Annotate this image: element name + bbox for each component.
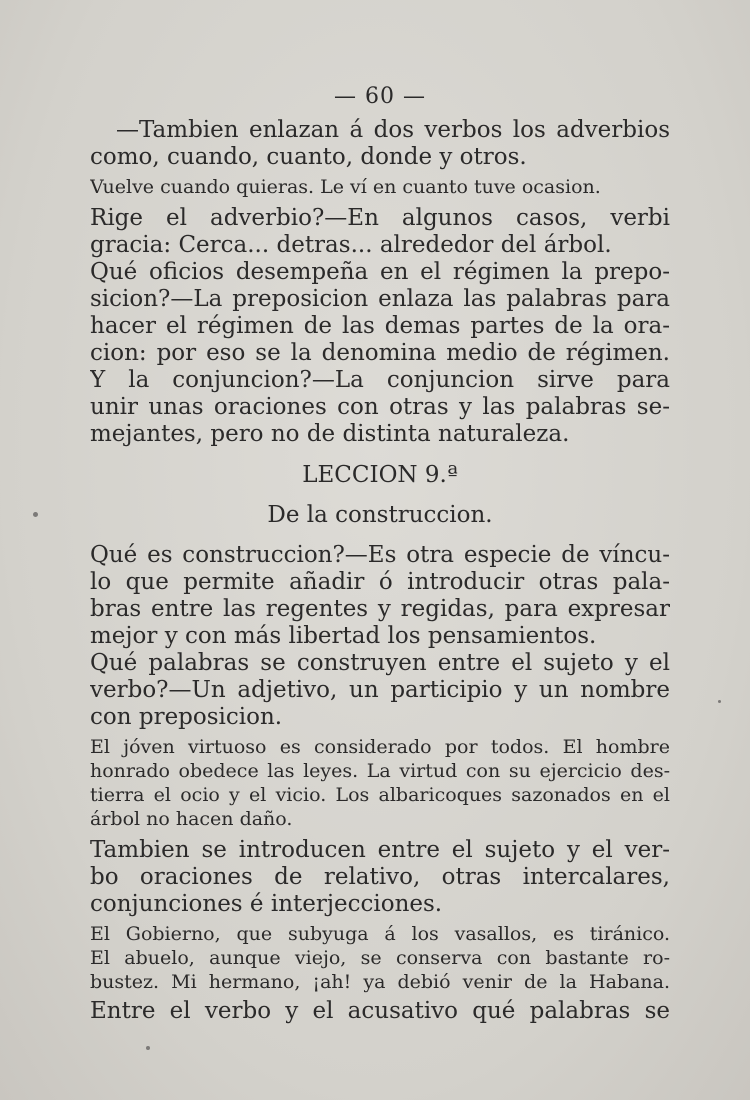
example-line: tierra el ocio y el vicio. Los albaricoques sazonados en el	[90, 784, 670, 806]
paragraph-preposicion-conjuncion	[90, 205, 670, 448]
paragraph-oraciones	[90, 837, 670, 918]
text-line: verbo?—Un adjetivo, un participio y un nombre	[90, 677, 670, 703]
paragraph-acusativo	[90, 998, 670, 1025]
text-line: unir unas oraciones con otras y las palabras se-	[90, 394, 670, 420]
text-line: bras entre las regentes y regidas, para expresar	[90, 596, 670, 622]
paragraph-adverbios	[90, 117, 670, 171]
example-construccion	[90, 735, 670, 831]
page-number: — 60 —	[334, 84, 426, 109]
ink-speck	[718, 700, 721, 703]
text-line: gracia: Cerca... detras... alrededor del árbol.	[90, 232, 612, 258]
example-line: honrado obedece las leyes. La virtud con su ejercicio des-	[90, 760, 670, 782]
text-line: Qué oficios desempeña en el régimen la prepo-	[90, 259, 670, 285]
example-line: El jóven virtuoso es considerado por todos. El hombre	[90, 736, 670, 758]
ink-speck	[146, 1046, 150, 1050]
text-line: —Tambien enlazan á dos verbos los adverbios	[116, 117, 670, 143]
text-line: lo que permite añadir ó introducir otras pala-	[90, 569, 670, 595]
text-line: Entre el verbo y el acusativo qué palabras se	[90, 998, 670, 1024]
text-line: bo oraciones de relativo, otras intercalares,	[90, 864, 670, 890]
paragraph-construccion	[90, 542, 670, 731]
text-line: Qué es construccion?—Es otra especie de víncu-	[90, 542, 670, 568]
text-line: mejantes, pero no de distinta naturaleza.	[90, 421, 570, 447]
example-oraciones	[90, 922, 670, 994]
text-line: Qué palabras se construyen entre el sujeto y el	[90, 650, 670, 676]
lesson-subtitle: De la construccion.	[267, 502, 493, 528]
text-line: cion: por eso se la denomina medio de régimen.	[90, 340, 670, 366]
example-line: árbol no hacen daño.	[90, 808, 293, 830]
text-line: Tambien se introducen entre el sujeto y el ver-	[90, 837, 670, 863]
text-line: mejor y con más libertad los pensamientos.	[90, 623, 597, 649]
text-line: sicion?—La preposicion enlaza las palabras para	[90, 286, 670, 312]
text-line: con preposicion.	[90, 704, 283, 730]
text-line: como, cuando, cuanto, donde y otros.	[90, 144, 527, 170]
example-line: Vuelve cuando quieras. Le ví en cuanto tuve ocasion.	[90, 176, 601, 198]
text-line: Rige el adverbio?—En algunos casos, verbi	[90, 205, 670, 231]
example-line: El abuelo, aunque viejo, se conserva con bastante ro-	[90, 947, 670, 969]
ink-speck	[33, 512, 38, 517]
example-line: El Gobierno, que subyuga á los vasallos, es tiránico.	[90, 923, 670, 945]
example-line: bustez. Mi hermano, ¡ah! ya debió venir de la Habana.	[90, 971, 670, 993]
text-line: hacer el régimen de las demas partes de la ora-	[90, 313, 670, 339]
text-line: conjunciones é interjecciones.	[90, 891, 443, 917]
text-line: Y la conjuncion?—La conjuncion sirve para	[90, 367, 670, 393]
lesson-title: LECCION 9.ª	[302, 462, 458, 488]
